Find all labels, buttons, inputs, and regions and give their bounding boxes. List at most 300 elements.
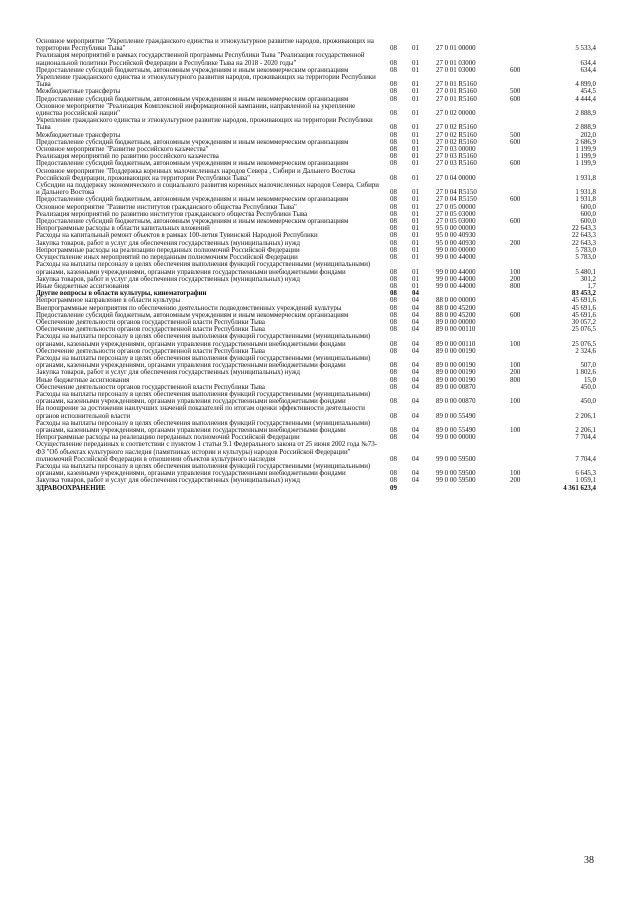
row-name: Укрепление гражданского единства и этнокультурного развития народов, проживающих на территории Республики Тыва [36, 74, 376, 89]
row-amount: 1 931,8 [575, 196, 596, 204]
row-amount: 22 643,3 [571, 225, 596, 233]
row-subsection-code [412, 485, 436, 492]
row-section-code: 08 [390, 340, 397, 348]
row-target-article-code: 27 0 05 03000 [436, 210, 476, 218]
row-subsection-code: 04 [412, 369, 419, 377]
row-name: Расходы на выплаты персоналу в целях обеспечения выполнения функций государственными (муниципальными) органами, казенными учреждениями, органами управления государственными внебюджетными фондами [36, 419, 371, 434]
row-target-article-code: 27 0 02 00000 [436, 110, 476, 118]
row-name: ЗДРАВООХРАНЕНИЕ [36, 484, 106, 492]
row-amount: 1 199,9 [575, 153, 596, 161]
row-amount: 30 057,2 [571, 318, 596, 326]
row-subsection-code: 04 [412, 426, 419, 434]
row-target-article-code: 99 0 00 44000 [436, 282, 476, 290]
row-expense-type-code [510, 52, 540, 66]
table-row [36, 434, 596, 441]
row-target-article-code: 89 0 00 00190 [436, 376, 476, 384]
row-expense-type-code [510, 182, 540, 196]
row-expense-type-code: 100 [510, 362, 521, 370]
row-name: Непрограммные расходы на реализацию переданных полномочий Российской Федерации [36, 246, 300, 254]
row-subsection-code: 01 [412, 225, 419, 233]
row-target-article-code: 27 0 02 R5160 [436, 138, 477, 146]
row-target-article-code: 27 0 02 R5160 [436, 131, 477, 139]
row-amount: 454,5 [580, 88, 596, 96]
row-expense-type-code [510, 247, 540, 254]
row-amount: 5 533,4 [575, 45, 596, 53]
row-target-article-code: 27 0 03 R5160 [436, 160, 477, 168]
row-name: Расходы на выплаты персоналу в целях обеспечения выполнения функций государственными (муниципальными) органами, казенными учреждениями, органами управления государственными внебюджетными фондами [36, 390, 371, 406]
table-row [36, 463, 596, 477]
row-target-article-code: 88 0 00 00000 [436, 297, 476, 305]
row-name: Непрограммное направление в области культуры [36, 297, 181, 305]
row-amount: 202,0 [580, 131, 596, 139]
row-section-code: 08 [390, 210, 397, 218]
row-amount: 5 783,0 [575, 246, 596, 254]
row-expense-type-code: 100 [510, 268, 521, 276]
row-expense-type-code [510, 434, 540, 441]
table-row [36, 38, 596, 52]
row-section-code: 08 [390, 362, 397, 370]
table-row [36, 477, 596, 484]
row-section-code: 08 [390, 45, 397, 53]
row-target-article-code: 89 0 00 00190 [436, 347, 476, 355]
table-row [36, 441, 596, 463]
table-row [36, 132, 596, 139]
row-subsection-code: 04 [412, 412, 419, 420]
row-target-article-code: 27 0 02 R5160 [436, 124, 477, 132]
row-amount: 1 199,9 [575, 146, 596, 154]
row-amount: 600,0 [580, 218, 596, 226]
row-name: Осуществление переданных в соответствии с пунктом 1 статьи 9.1 Федерального закона от 25 июня 2002 года №73-ФЗ "Об объектах культурного наследия (памятниках истории и культуры) народов Российской Федерации" полномочий Российской Федерации в отношении объектов культурного наследия [36, 441, 377, 463]
row-expense-type-code [510, 305, 540, 312]
row-name: Основное мероприятие "Развитие институтов гражданского общества Республики Тыва" [36, 203, 297, 211]
row-expense-type-code: 600 [510, 138, 521, 146]
row-section-code: 08 [390, 124, 397, 132]
row-name: Обеспечение деятельности органов государственной власти Республики Тыва [36, 326, 265, 334]
row-subsection-code: 01 [412, 110, 419, 118]
row-section-code: 08 [390, 311, 397, 319]
row-name: Реализация мероприятий по развитию российского казачества [36, 153, 219, 161]
row-name: Межбюджетные трансферты [36, 88, 121, 96]
row-section-code: 08 [390, 88, 397, 96]
row-expense-type-code [510, 348, 540, 355]
row-section-code: 08 [390, 153, 397, 161]
table-row [36, 139, 596, 146]
row-subsection-code: 01 [412, 124, 419, 132]
row-section-code: 08 [390, 275, 397, 283]
table-row [36, 67, 596, 74]
row-expense-type-code [510, 211, 540, 218]
row-expense-type-code [510, 74, 540, 88]
row-target-article-code: 95 0 00 40930 [436, 232, 476, 240]
row-target-article-code: 89 0 00 00190 [436, 362, 476, 370]
row-expense-type-code: 800 [510, 376, 521, 384]
row-expense-type-code [510, 290, 540, 297]
table-row [36, 218, 596, 225]
row-subsection-code: 01 [412, 131, 419, 139]
row-amount: 45 691,6 [571, 297, 596, 305]
row-amount: 4 361 623,4 [563, 484, 596, 492]
table-row [36, 384, 596, 391]
row-name: Обеспечение деятельности органов государственной власти Республики Тыва [36, 318, 265, 326]
row-amount: 450,0 [580, 383, 596, 391]
row-amount: 45 691,6 [571, 311, 596, 319]
row-target-article-code: 88 0 00 45200 [436, 311, 476, 319]
row-section-code: 08 [390, 304, 397, 312]
row-subsection-code: 01 [412, 218, 419, 226]
row-subsection-code: 04 [412, 347, 419, 355]
row-name: Расходы на выплаты персоналу в целях обеспечения выполнения функций государственными (муниципальными) органами, казенными учреждениями, органами управления государственными внебюджетными фондами [36, 354, 371, 370]
row-name: Закупка товаров, работ и услуг для обеспечения государственных (муниципальных) нужд [36, 477, 300, 485]
row-amount: 7 704,4 [575, 455, 596, 463]
row-amount: 1 059,1 [575, 477, 596, 485]
row-name: Основное мероприятие "Развитие российского казачества" [36, 146, 209, 154]
row-subsection-code: 04 [412, 398, 419, 406]
row-target-article-code: 95 0 00 00000 [436, 225, 476, 233]
row-amount: 301,2 [580, 275, 596, 283]
row-subsection-code: 04 [412, 376, 419, 384]
row-amount: 5 783,0 [575, 254, 596, 262]
row-amount: 2 888,9 [575, 124, 596, 132]
row-section-code: 08 [390, 290, 397, 298]
table-row [36, 96, 596, 103]
row-amount: 634,4 [580, 66, 596, 74]
row-expense-type-code: 200 [510, 239, 521, 247]
row-expense-type-code: 800 [510, 282, 521, 290]
table-row [36, 319, 596, 326]
table-row [36, 232, 596, 239]
row-amount: 25 076,5 [571, 340, 596, 348]
table-row [36, 225, 596, 232]
row-section-code: 08 [390, 81, 397, 89]
table-row [36, 103, 596, 117]
row-name: Закупка товаров, работ и услуг для обеспечения государственных (муниципальных) нужд [36, 239, 300, 247]
row-subsection-code: 01 [412, 88, 419, 96]
table-row [36, 211, 596, 218]
table-row [36, 377, 596, 384]
row-target-article-code: 99 0 00 44000 [436, 275, 476, 283]
row-section-code: 08 [390, 218, 397, 226]
table-row [36, 326, 596, 333]
row-name: Предоставление субсидий бюджетным, автономным учреждениям и иным некоммерческим организациям [36, 95, 349, 103]
row-name: Другие вопросы в области культуры, кинематографии [36, 290, 207, 298]
row-section-code: 08 [390, 282, 397, 290]
row-target-article-code: 89 0 00 00110 [436, 326, 476, 334]
row-amount: 1 199,9 [575, 160, 596, 168]
row-section-code: 08 [390, 239, 397, 247]
row-target-article-code: 99 0 00 59500 [436, 470, 476, 478]
row-target-article-code: 99 0 00 00000 [436, 434, 476, 442]
row-expense-type-code: 100 [510, 426, 521, 434]
budget-table [36, 38, 596, 492]
row-subsection-code: 01 [412, 146, 419, 154]
row-expense-type-code [510, 204, 540, 211]
row-section-code: 08 [390, 326, 397, 334]
row-expense-type-code [510, 146, 540, 153]
row-expense-type-code [510, 405, 540, 419]
row-name: Расходы на выплаты персоналу в целях обеспечения выполнения функций государственными (муниципальными) органами, казенными учреждениями, органами управления государственными внебюджетными фондами [36, 261, 371, 276]
row-target-article-code: 99 0 00 59500 [436, 477, 476, 485]
row-expense-type-code: 600 [510, 66, 521, 74]
table-row [36, 290, 596, 297]
row-name: Реализация мероприятий по развитию институтов гражданского общества Республики Тыва [36, 210, 308, 218]
row-amount: 2 206,1 [575, 426, 596, 434]
row-subsection-code: 04 [412, 290, 419, 298]
row-subsection-code: 04 [412, 318, 419, 326]
row-subsection-code: 04 [412, 362, 419, 370]
row-expense-type-code: 600 [510, 218, 521, 226]
row-section-code: 08 [390, 383, 397, 391]
row-amount: 2 686,9 [575, 138, 596, 146]
row-target-article-code: 99 0 00 44000 [436, 268, 476, 276]
table-row [36, 182, 596, 196]
row-amount: 1 931,8 [575, 189, 596, 197]
row-subsection-code: 01 [412, 239, 419, 247]
row-amount: 507,0 [580, 362, 596, 370]
row-subsection-code: 04 [412, 383, 419, 391]
row-target-article-code: 99 0 00 00000 [436, 246, 476, 254]
row-subsection-code: 01 [412, 160, 419, 168]
row-subsection-code: 01 [412, 66, 419, 74]
row-section-code: 08 [390, 347, 397, 355]
table-row [36, 283, 596, 290]
table-row [36, 369, 596, 376]
row-name: Предоставление субсидий бюджетным, автономным учреждениям и иным некоммерческим организациям [36, 138, 349, 146]
row-target-article-code: 27 0 01 03000 [436, 66, 476, 74]
row-section-code: 08 [390, 318, 397, 326]
row-section-code: 08 [390, 95, 397, 103]
row-name: Расходы на выплаты персоналу в целях обеспечения выполнения функций государственными (муниципальными) органами, казенными учреждениями, органами управления государственными внебюджетными фондами [36, 333, 371, 348]
row-section-code: 08 [390, 434, 397, 442]
row-amount: 22 643,3 [571, 239, 596, 247]
table-row [36, 204, 596, 211]
table-row [36, 333, 596, 347]
row-name: На поощрение за достижения наилучших значений показателей по итогам оценки эффективности деятельности органов исполнительной власти [36, 405, 365, 420]
row-target-article-code: 27 0 05 03000 [436, 218, 476, 226]
table-row [36, 117, 596, 131]
row-amount: 15,0 [583, 376, 596, 384]
table-row [36, 168, 596, 182]
row-target-article-code [436, 485, 510, 492]
row-name: Обеспечение деятельности органов государственной власти Республики Тыва [36, 347, 265, 355]
row-subsection-code: 01 [412, 268, 419, 276]
row-name: Закупка товаров, работ и услуг для обеспечения государственных (муниципальных) нужд [36, 369, 300, 377]
row-name: Субсидии на поддержку экономического и социального развития коренных малочисленных народов Севера, Сибири и Дальнего Востока [36, 182, 379, 197]
table-row [36, 52, 596, 66]
row-target-article-code: 27 0 01 R5160 [436, 95, 477, 103]
table-row [36, 240, 596, 247]
row-subsection-code: 01 [412, 254, 419, 262]
row-name: Обеспечение деятельности органов государственной власти Республики Тыва [36, 383, 265, 391]
row-amount: 634,4 [580, 59, 596, 67]
row-subsection-code: 01 [412, 203, 419, 211]
row-subsection-code: 01 [412, 282, 419, 290]
row-expense-type-code [510, 117, 540, 131]
row-target-article-code: 99 0 00 59500 [436, 455, 476, 463]
row-subsection-code: 01 [412, 174, 419, 182]
row-expense-type-code [510, 38, 540, 52]
row-name: Осуществление иных мероприятий по переданным полномочиям Российской Федерации [36, 254, 298, 262]
row-section-code: 08 [390, 146, 397, 154]
row-name: Иные бюджетные ассигнования [36, 282, 130, 290]
row-target-article-code: 89 0 00 00190 [436, 369, 476, 377]
row-section-code: 08 [390, 297, 397, 305]
row-name: Предоставление субсидий бюджетным, автономным учреждениям и иным некоммерческим организациям [36, 311, 349, 319]
row-section-code: 08 [390, 160, 397, 168]
table-row [36, 196, 596, 203]
row-section-code: 08 [390, 66, 397, 74]
row-expense-type-code: 600 [510, 311, 521, 319]
row-section-code: 08 [390, 426, 397, 434]
row-amount: 600,0 [580, 210, 596, 218]
row-section-code: 08 [390, 477, 397, 485]
row-amount: 450,0 [580, 398, 596, 406]
row-amount: 25 076,5 [571, 326, 596, 334]
row-name: Основное мероприятие "Реализация Комплексной информационной кампании, направленной на укрепление единства российской нации" [36, 102, 356, 118]
row-target-article-code: 27 0 01 R5160 [436, 81, 477, 89]
row-section-code: 08 [390, 268, 397, 276]
row-target-article-code: 27 0 01 00000 [436, 45, 476, 53]
row-name: Предоставление субсидий бюджетным, автономным учреждениям и иным некоммерческим организациям [36, 160, 349, 168]
row-expense-type-code: 200 [510, 477, 521, 485]
row-name: Основное мероприятие "Поддержка коренных малочисленных народов Севера , Сибири и Дальнего Востока Российской Федерации, проживающих на территории Республики Тыва" [36, 167, 356, 182]
row-expense-type-code [510, 103, 540, 117]
table-row [36, 261, 596, 275]
row-section-code: 08 [390, 412, 397, 420]
row-section-code: 08 [390, 189, 397, 197]
row-target-article-code: 27 0 01 R5160 [436, 88, 477, 96]
row-target-article-code: 27 0 01 03000 [436, 59, 476, 67]
row-section-code: 08 [390, 369, 397, 377]
row-name: Расходы на капитальный ремонт объектов в рамках 100-летия Тувинской Народной Республики [36, 232, 318, 240]
row-target-article-code: 27 0 03 00000 [436, 146, 476, 154]
table-row [36, 297, 596, 304]
row-amount: 45 691,6 [571, 304, 596, 312]
row-expense-type-code [510, 254, 540, 261]
row-amount: 22 643,3 [571, 232, 596, 240]
row-expense-type-code [510, 441, 540, 463]
table-row [36, 74, 596, 88]
row-name: Основное мероприятие "Укрепление гражданского единства и этнокультурное развитие народов, проживающих на территории Республики Тыва" [36, 38, 374, 53]
row-subsection-code: 04 [412, 311, 419, 319]
row-name: Внепрограммные мероприятия по обеспечению деятельности подведомственных учреждений культуры [36, 304, 342, 312]
table-row [36, 348, 596, 355]
row-amount: 6 645,3 [575, 470, 596, 478]
table-row [36, 146, 596, 153]
row-section-code: 08 [390, 455, 397, 463]
table-row [36, 276, 596, 283]
table-row [36, 254, 596, 261]
row-subsection-code: 01 [412, 138, 419, 146]
row-subsection-code: 04 [412, 477, 419, 485]
table-row [36, 391, 596, 405]
row-section-code: 08 [390, 398, 397, 406]
table-row [36, 405, 596, 419]
row-expense-type-code [510, 225, 540, 232]
row-section-code: 08 [390, 246, 397, 254]
row-section-code: 08 [390, 232, 397, 240]
row-target-article-code: 95 0 00 40930 [436, 239, 476, 247]
row-subsection-code: 01 [412, 189, 419, 197]
row-expense-type-code [510, 319, 540, 326]
budget-table-body [36, 38, 596, 492]
row-subsection-code: 04 [412, 455, 419, 463]
row-target-article-code: 89 0 00 55490 [436, 412, 476, 420]
row-amount: 1 802,6 [575, 369, 596, 377]
row-subsection-code: 04 [412, 304, 419, 312]
row-section-code: 08 [390, 138, 397, 146]
table-row [36, 312, 596, 319]
row-amount: 4 444,4 [575, 95, 596, 103]
row-expense-type-code: 600 [510, 196, 521, 204]
row-subsection-code: 04 [412, 434, 419, 442]
row-name: Предоставление субсидий бюджетным, автономным учреждениям и иным некоммерческим организациям [36, 66, 349, 74]
row-expense-type-code [510, 232, 540, 239]
row-subsection-code: 01 [412, 232, 419, 240]
row-expense-type-code [510, 384, 540, 391]
row-amount: 2 206,1 [575, 412, 596, 420]
row-expense-type-code [510, 153, 540, 160]
row-subsection-code: 01 [412, 246, 419, 254]
row-amount: 5 480,1 [575, 268, 596, 276]
row-subsection-code: 04 [412, 297, 419, 305]
row-expense-type-code [510, 168, 540, 182]
row-target-article-code: 27 0 04 00000 [436, 174, 476, 182]
row-name: Непрограммные расходы в области капитальных вложений [36, 225, 210, 233]
row-expense-type-code: 500 [510, 88, 521, 96]
row-expense-type-code [510, 297, 540, 304]
row-subsection-code: 01 [412, 45, 419, 53]
row-expense-type-code: 600 [510, 160, 521, 168]
row-amount: 83 453,2 [571, 290, 596, 298]
row-subsection-code: 01 [412, 59, 419, 67]
table-row [36, 355, 596, 369]
table-row [36, 485, 596, 492]
row-name: Закупка товаров, работ и услуг для обеспечения государственных (муниципальных) нужд [36, 275, 300, 283]
table-row [36, 420, 596, 434]
row-target-article-code: 88 0 00 45200 [436, 304, 476, 312]
table-row [36, 153, 596, 160]
row-amount: 2 888,9 [575, 110, 596, 118]
row-name: Реализация мероприятий в рамках государственной программы Республики Тыва "Реализация государственной национальной политики Российской Федерации в Республике Тыва на 2018 - 2020 годы" [36, 52, 365, 67]
row-expense-type-code [510, 485, 540, 492]
row-section-code: 08 [390, 174, 397, 182]
row-section-code: 08 [390, 131, 397, 139]
row-name: Непрограммные расходы на реализацию переданных полномочий Российской Федерации [36, 434, 300, 442]
row-target-article-code: 89 0 00 00870 [436, 383, 476, 391]
row-target-article-code: 27 0 04 R5150 [436, 196, 477, 204]
row-expense-type-code: 200 [510, 275, 521, 283]
row-expense-type-code: 100 [510, 340, 521, 348]
table-row [36, 247, 596, 254]
row-section-code: 08 [390, 196, 397, 204]
page-number: 38 [584, 855, 594, 866]
row-subsection-code: 04 [412, 470, 419, 478]
row-amount: 4 899,0 [575, 81, 596, 89]
row-expense-type-code: 500 [510, 131, 521, 139]
row-name: Предоставление субсидий бюджетным, автономным учреждениям и иным некоммерческим организациям [36, 218, 349, 226]
row-subsection-code: 01 [412, 210, 419, 218]
row-section-code: 08 [390, 376, 397, 384]
row-target-article-code [436, 290, 510, 297]
row-expense-type-code [510, 326, 540, 333]
row-target-article-code: 89 0 00 00000 [436, 318, 476, 326]
row-target-article-code: 27 0 03 R5160 [436, 153, 477, 161]
row-section-code: 08 [390, 59, 397, 67]
row-target-article-code: 89 0 00 00110 [436, 340, 476, 348]
row-section-code: 08 [390, 254, 397, 262]
row-target-article-code: 89 0 00 00870 [436, 398, 476, 406]
row-name: Расходы на выплаты персоналу в целях обеспечения выполнения функций государственными (муниципальными) органами, казенными учреждениями, органами управления государственными внебюджетными фондами [36, 462, 371, 478]
